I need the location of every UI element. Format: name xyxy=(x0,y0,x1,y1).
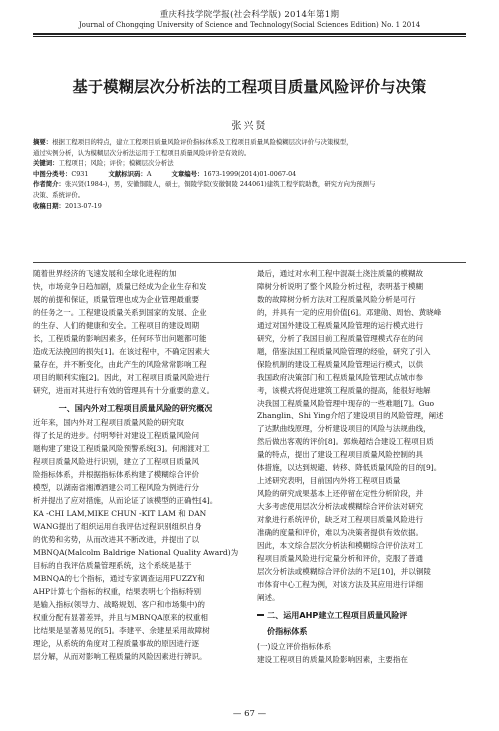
header-rule-thick xyxy=(33,33,466,35)
abstract-label: 摘要： xyxy=(33,138,53,146)
section-heading-text: 二、运用AHP建立工程项目质量风险评 xyxy=(267,609,408,620)
abstract-line xyxy=(33,137,466,148)
paragraph-line: 随着世界经济的飞速发展和全球化进程的加 xyxy=(33,269,177,278)
abstract-block xyxy=(33,137,466,211)
keywords-label: 关键词： xyxy=(33,159,59,168)
paragraph-line: 快，市场竞争日趋加剧，质量已经成为企业生存和发 xyxy=(33,281,207,291)
author-bio-line xyxy=(33,179,466,190)
article-id-value: 1673-1999(2014)01-0067-04 xyxy=(203,169,297,178)
paragraph-line: 量的特点，提出了建设工程项目质量风险控制的具 xyxy=(257,450,424,460)
paragraph-line: 研究，分析了我国目前工程质量管理模式存在的问 xyxy=(257,333,424,343)
paragraph-line: WANG提出了组织运用自我评估过程识别组织自身 xyxy=(33,522,202,532)
journal-header: 重庆科技学院学报(社会科学版) 2014年第1期 xyxy=(159,10,340,20)
paragraph-line: 目标的自我评估质量管理系统，这个系统是基于 xyxy=(33,560,192,570)
paragraph-line: 程项目质量风险进行识别，建立了工程项目质量风 xyxy=(33,457,200,467)
author-bio-line xyxy=(33,190,466,201)
paragraph-line: MBNQA(Malcolm Baldrige National Quality Award)为 xyxy=(33,548,238,558)
paragraph-line: 准确的度量和评价，难以为决策者提供有效依据。 xyxy=(257,528,424,538)
paragraph-line: 得了长足的进步。付明琴针对建设工程质量风险问 xyxy=(33,431,200,441)
paragraph-line: 项目的顺利实施[2]。因此，对工程项目质量风险进行 xyxy=(33,372,210,382)
paragraph-line: 体措施，以达到规避、转移、降低质量风险的目的[9]。 xyxy=(257,463,442,473)
paragraph-line: 险指标体系，并根据指标体系构建了模糊综合评价 xyxy=(33,470,200,480)
paragraph-line: 比结果是显著易见的[5]。李建平、余建星采用故障树 xyxy=(33,625,210,635)
abstract-text: 根据工程项目的特点，建立工程项目质量风险评价指标体系及工程项目质量风险模糊层次评价与决策模型， xyxy=(52,138,353,146)
body-right-column xyxy=(257,268,462,667)
paragraph-line: 的任务之一。工程建设质量关系到国家的发展、企业 xyxy=(33,307,207,317)
heading-bar-mark xyxy=(257,614,264,616)
doc-code-label: 文献标识码： xyxy=(108,169,147,178)
paragraph-line: 对象进行系统评价，缺乏对工程项目质量风险进行 xyxy=(257,515,424,525)
paragraph-line: AHP计算七个指标的权重，结果表明七个指标特别 xyxy=(33,586,202,596)
author-bio-text: 决策、系统评价。 xyxy=(33,190,85,199)
clc-value: C931 xyxy=(71,169,89,178)
paragraph-line: 量存在，并不断变化，由此产生的风险常常影响工程 xyxy=(33,359,207,369)
classification-line xyxy=(33,169,466,180)
abstract-text: 通过实例分析，认为模糊层次分析法运用于工程项目质量风险评价是有效的。 xyxy=(33,148,251,157)
paragraph-line: 了达默曲线原理，分析建设项目的风险与法规曲线， xyxy=(257,424,431,434)
paragraph-line: 通过对国外建设工程质量风险管理的运行模式进行 xyxy=(257,320,424,330)
paragraph-line: 展的前提和保证，质量管理也成为企业管理最重要 xyxy=(33,294,200,304)
page-number: — 67 — xyxy=(232,709,267,719)
received-label: 收稿日期： xyxy=(33,201,65,210)
received-date-line xyxy=(33,201,466,212)
received-date: 2013-07-19 xyxy=(64,201,102,210)
paragraph-line: 程项目质量风险进行定量分析和评价，克服了普通 xyxy=(257,553,424,563)
paragraph-line: 考，该模式将促进建筑工程质量的提高，能很好地解 xyxy=(257,385,431,395)
paragraph-line: 风险的研究成果基本上还停留在定性分析阶段，并 xyxy=(257,489,424,499)
paragraph-line: 上述研究表明，目前国内外将工程项目质量 xyxy=(257,476,401,486)
paragraph-line: 模型，以湖南省湘潭酒建公司工程风险为例进行分 xyxy=(33,483,200,493)
paragraph-line: Zhanglin、Shi Ying介绍了建设项目的风险管理，阐述 xyxy=(257,411,444,421)
paragraph-line: KA -CHI LAM,MIKE CHUN -KIT LAM 和 DAN xyxy=(33,509,207,519)
paragraph-line: 题，借鉴法国工程质量风险管理的经验，研究了引入 xyxy=(257,346,431,356)
abstract-divider xyxy=(33,262,466,263)
paragraph-line: 析并提出了应对措施，从而论证了该模型的正确性[4]。 xyxy=(33,496,218,506)
paragraph-line: 层分解，从而对影响工程质量的风险因素进行辨识。 xyxy=(33,651,207,661)
paragraph-line: 题构建了建设工程质量风险预警系统[3]。何湘渡对工 xyxy=(33,444,210,454)
paragraph-line: MBNQA的七个指标，通过专家调查运用FUZZY和 xyxy=(33,573,205,583)
page-number-value: 67 xyxy=(244,709,255,719)
doc-code-value: A xyxy=(146,169,152,178)
paragraph-line: 研究，进而对其进行有效的管理具有十分重要的意义。 xyxy=(33,385,215,395)
header-rule-thin xyxy=(33,36,466,37)
paragraph-line: 是输入指标(领导力、战略规划、客户和市场集中)的 xyxy=(33,599,205,609)
paragraph-line: 保险机制的建设工程质量风险管理运行模式，以供 xyxy=(257,359,424,369)
keywords-line xyxy=(33,158,466,169)
paragraph-line: 近年来，国内外对工程项目质量风险的研究取 xyxy=(33,418,184,428)
keywords-text: 工程项目；风险；评价；模糊层次分析法 xyxy=(58,159,174,168)
paragraph-line: 因此，本文综合层次分析法和模糊综合评价法对工 xyxy=(257,541,424,551)
paragraph-line: 最后，通过对水利工程中混凝土浇注质量的模糊故 xyxy=(257,269,424,278)
paragraph-line: 的，并具有一定的应用价值[6]。邓建勋、周怡、黄晓峰 xyxy=(257,307,442,317)
section-heading-text: 一、国内外对工程项目质量风险的研究概况 xyxy=(58,402,213,413)
paragraph-line: 然后做出客观的评价[8]。郭焕超结合建设工程项目质 xyxy=(257,437,434,447)
paragraph-line: 权重分配有显著差异，并且与MBNQA原来的权重相 xyxy=(33,612,208,622)
section-heading xyxy=(33,402,238,415)
paragraph-line: 障树分析说明了整个风险分析过程，表明基于模糊 xyxy=(257,281,424,291)
article-id-label: 文章编号： xyxy=(171,169,204,178)
paragraph-line: 市体育中心工程为例，对该方法及其应用进行详细 xyxy=(257,579,424,589)
section-heading-continued: 价指标体系 xyxy=(267,625,308,636)
author-bio-label: 作者简介： xyxy=(33,180,65,189)
author-bio-text: 张兴贤(1984-)，男，安徽铜陵人，硕士，铜陵学院(安徽铜陵 244061)建筑工程学院助教，研究方向为预测与 xyxy=(64,180,376,189)
paragraph-line: 建设工程项目的质量风险影响因素，主要指在 xyxy=(257,654,408,664)
section-heading xyxy=(257,609,462,622)
clc-label: 中图分类号： xyxy=(33,169,72,178)
paragraph-line: 的生存、人们的健康和安全。工程项目的建设周期 xyxy=(33,320,200,330)
body-left-column xyxy=(33,268,238,664)
paragraph-line: 决我国工程质量风险管理中现存的一些难题[7]。Guo xyxy=(257,398,435,408)
paragraph-line: 阐述。 xyxy=(257,592,280,602)
article-title: 基于模糊层次分析法的工程项目质量风险评价与决策 xyxy=(72,78,427,96)
paragraph-line: 数的故障树分析方法对工程质量风险分析是可行 xyxy=(257,294,416,304)
article-author: 张兴贤 xyxy=(231,121,268,132)
paragraph-line: 层次分析法或模糊综合评价法的不足[10]，并以铜陵 xyxy=(257,566,431,576)
journal-english-header: Journal of Chongqing University of Science and Technology(Social Sciences Edition) No. 1 2014 xyxy=(78,21,421,29)
paragraph-line: 理论，从系统的角度对工程质量事故的原因进行逐 xyxy=(33,638,200,648)
abstract-line xyxy=(33,148,466,159)
subsection-heading: (一)设立评价指标体系 xyxy=(257,641,332,651)
paragraph-line: 造成无法挽回的损失[1]。在该过程中，不确定因素大 xyxy=(33,346,210,356)
paragraph-line: 长，工程质量的影响因素多，任何环节出问题都可能 xyxy=(33,333,207,343)
paragraph-line: 我国政府决策部门和工程质量风险管理试点城市参 xyxy=(257,372,424,382)
paragraph-line: 的优势和劣势，从而改进其不断改进，并提出了以 xyxy=(33,535,200,545)
paragraph-line: 大多考虑使用层次分析法或模糊综合评价法对研究 xyxy=(257,502,424,512)
